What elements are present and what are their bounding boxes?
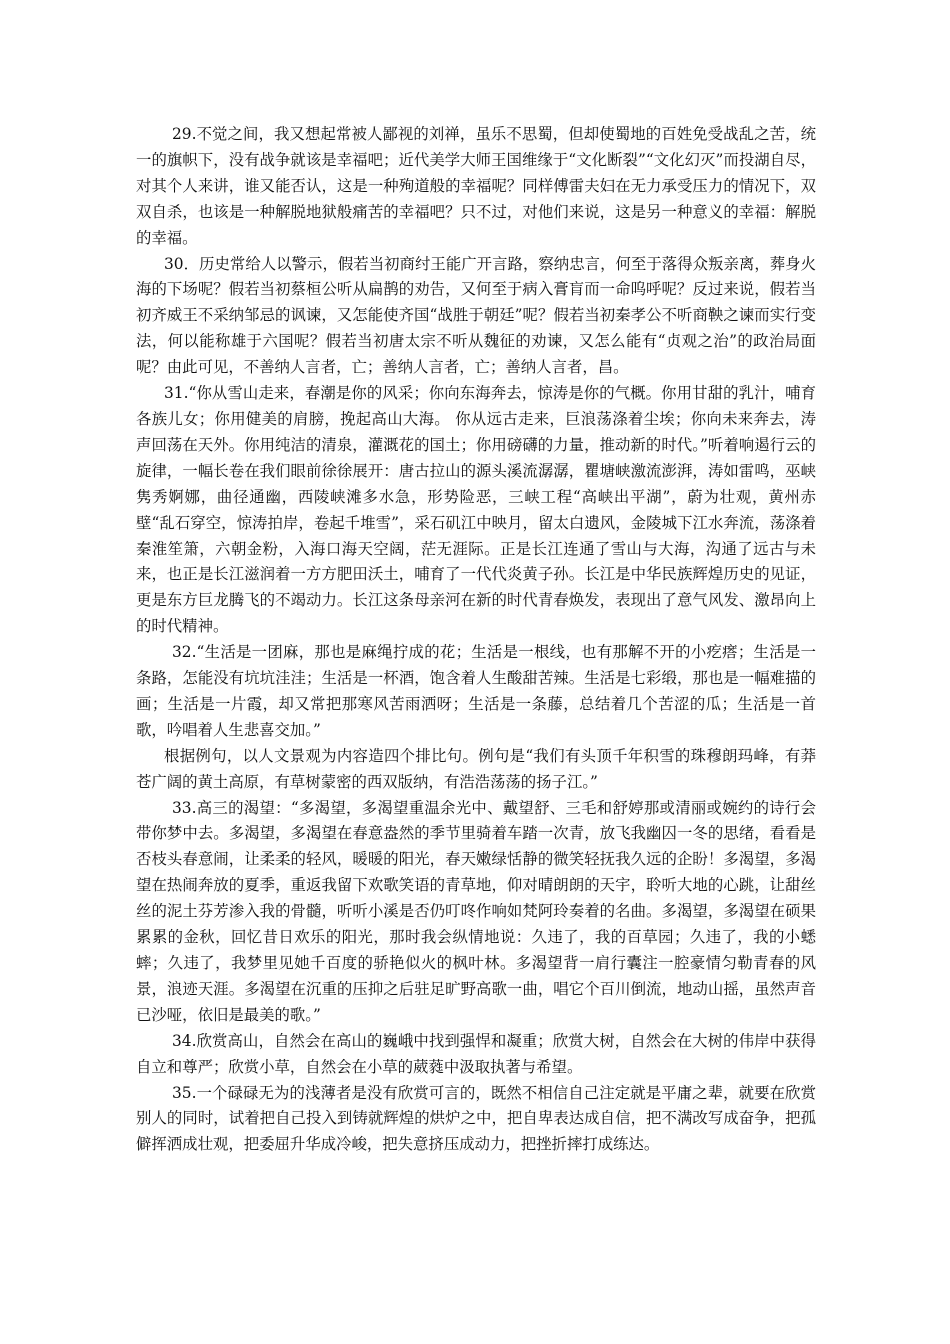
paragraph-29: 29.不觉之间，我又想起常被人鄙视的刘禅，虽乐不思蜀，但却使蜀地的百姓免受战乱之苦，统一的旗帜下，没有战争就该是幸福吧；近代美学大师王国维缘于“文化断裂”“文化幻灭”而投湖自尽，对其个人来讲，谁又能否认，这是一种殉道般的幸福呢？同样傅雷夫妇在无力承受压力的情况下，双双自杀，也该是一种解脱地狱般痛苦的幸福吧？只不过，对他们来说，这是另一种意义的幸福：解脱的幸福。	[136, 125, 816, 247]
paragraph-32-instruction: 根据例句，以人文景观为内容造四个排比句。例句是“我们有头顶千年积雪的珠穆朗玛峰，有莽苍广阔的黄土高原，有草树蒙密的西双版纳，有浩浩荡荡的扬子江。”	[136, 746, 816, 791]
paragraph-30: 30．历史常给人以警示，假若当初商纣王能广开言路，察纳忠言，何至于落得众叛亲离，葬身火海的下场呢？假若当初蔡桓公听从扁鹊的劝告，又何至于病入膏肓而一命呜呼呢？反过来说，假若当初齐威王不采纳邹忌的讽谏，又怎能使齐国“战胜于朝廷”呢？假若当初秦孝公不听商鞅之谏而实行变法，何以能称雄于六国呢？假若当初唐太宗不听从魏征的劝谏，又怎么能有“贞观之治”的政治局面呢？由此可见，不善纳人言者，亡；善纳人言者，亡；善纳人言者，昌。	[136, 254, 816, 377]
paragraph-32: 32.“生活是一团麻，那也是麻绳拧成的花；生活是一根线，也有那解不开的小疙瘩；生活是一条路，怎能没有坑坑洼洼；生活是一杯酒，饱含着人生酸甜苦辣。生活是七彩缎，那也是一幅难描的画；生活是一片霞，却又常把那寒风苦雨洒呀；生活是一条藤，总结着几个苦涩的瓜；生活是一首歌，吟唱着人生悲喜交加。”	[136, 643, 816, 739]
paragraph-33: 33.高三的渴望：“多渴望，多渴望重温余光中、戴望舒、三毛和舒婷那或清丽或婉约的诗行会带你梦中去。多渴望，多渴望在春意盎然的季节里骑着车踏一次青，放飞我幽囚一冬的思绪，看看是否枝头春意闹，让柔柔的轻风，暖暖的阳光，春天嫩绿恬静的微笑轻抚我久远的企盼！多渴望，多渴望在热闹奔放的夏季，重返我留下欢歌笑语的青草地，仰对晴朗朗的天宇，聆听大地的心跳，让甜丝丝的泥土芬芳渗入我的骨髓，听听小溪是否仍叮咚作响如梵阿玲奏着的名曲。多渴望，多渴望在硕果累累的金秋，回忆昔日欢乐的阳光，那时我会纵情地说：久违了，我的百草园；久违了，我的小蟋蟀；久违了，我梦里见她千百度的骄艳似火的枫叶林。多渴望背一肩行囊注一腔豪情匀勒青春的风景，浪迹天涯。多渴望在沉重的压抑之后驻足旷野高歌一曲，唱它个百川倒流，地动山摇，虽然声音已沙哑，依旧是最美的歌。”	[136, 798, 816, 1024]
paragraph-35: 35.一个碌碌无为的浅薄者是没有欣赏可言的，既然不相信自己注定就是平庸之辈，就要在欣赏别人的同时，试着把自己投入到铸就辉煌的烘炉之中，把自卑表达成自信，把不满改写成奋争，把孤僻挥洒成壮观，把委屈升华成冷峻，把失意挤压成动力，把挫折摔打成练达。	[136, 1083, 816, 1154]
paragraph-31: 31.“你从雪山走来，春潮是你的风采；你向东海奔去，惊涛是你的气概。你用甘甜的乳汁，哺育各族儿女；你用健美的肩膀，挽起高山大海。 你从远古走来，巨浪荡涤着尘埃；你向未来奔去，涛声回荡在天外。你用纯洁的清泉，灌溉花的国土；你用磅礴的力量，推动新的时代。”听着响遏行云的旋律，一幅长卷在我们眼前徐徐展开：唐古拉山的源头溪流潺潺，瞿塘峡激流澎湃，涛如雷鸣，巫峡隽秀婀娜，曲径通幽，西陵峡滩多水急，形势险恶，三峡工程“高峡出平湖”，蔚为壮观，黄州赤壁“乱石穿空，惊涛拍岸，卷起千堆雪”，采石矶江中映月，留太白遗风，金陵城下江水奔流，荡涤着秦淮笙箫，六朝金粉，入海口海天空阔，茫无涯际。正是长江连通了雪山与大海，沟通了远古与未来，也正是长江滋润着一方方肥田沃土，哺育了一代代炎黄子孙。长江是中华民族辉煌历史的见证，更是东方巨龙腾飞的不竭动力。长江这条母亲河在新的时代青春焕发，表现出了意气风发、激昂向上的时代精神。	[136, 384, 816, 636]
paragraph-34: 34.欣赏高山，自然会在高山的巍峨中找到强悍和凝重；欣赏大树，自然会在大树的伟岸中获得自立和尊严；欣赏小草，自然会在小草的葳蕤中汲取执著与希望。	[136, 1031, 816, 1076]
document-page	[136, 122, 816, 1158]
